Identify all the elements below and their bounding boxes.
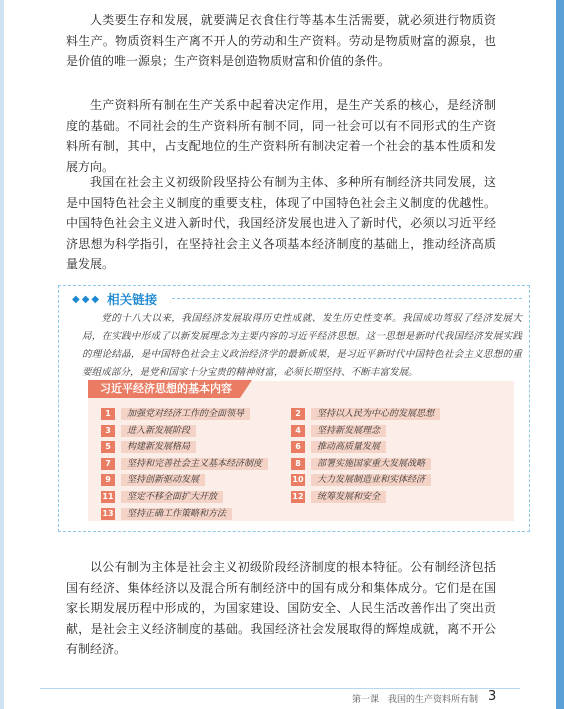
footer-divider (40, 688, 520, 689)
thought-item-10 (291, 473, 431, 487)
thought-item-8 (291, 457, 431, 471)
item-label: 大力发展制造业和实体经济 (311, 474, 431, 486)
thought-item-12 (291, 490, 386, 504)
body-paragraph-2 (66, 95, 496, 177)
item-label: 推动高质量发展 (311, 441, 386, 453)
paragraph-text: 以公有制为主体是社会主义初级阶段经济制度的根本特征。公有制经济包括国有经济、集体经济以及混合所有制经济中的国有成分和集体成分。它们是在国家长期发展历程中形成的，为国家建设、国防安全、人民生活改善作出了突出贡献，是社会主义经济制度的基础。我国经济社会发展取得的辉煌成就，离不开公有制经济。 (66, 560, 496, 656)
page-edge-left (0, 0, 4, 709)
item-label: 坚定不移全面扩大开放 (121, 491, 223, 503)
thought-content-title: 习近平经济思想的基本内容 (88, 380, 240, 398)
thought-item-2 (291, 407, 440, 421)
item-number-badge: 11 (102, 492, 114, 501)
related-link-header (72, 290, 157, 308)
thought-item-1 (101, 407, 250, 421)
related-paragraph: 党的十八大以来，我国经济发展取得历史性成就、发生历史性变革。我国成功驾驭了经济发展大局，在实践中形成了以新发展理念为主要内容的习近平经济思想。这一思想是新时代我国经济发展实践的理论结晶，是中国特色社会主义政治经济学的最新成果，是习近平新时代中国特色社会主义思想的重要组成部分，是党和国家十分宝贵的精神财富，必须长期坚持、不断丰富发展。 (82, 313, 522, 378)
thought-item-11 (101, 490, 223, 504)
footer-chapter-label: 第一课 我国的生产资料所有制 (352, 695, 479, 705)
thought-item-7 (101, 457, 268, 471)
item-label: 坚持以人民为中心的发展思想 (311, 408, 440, 420)
item-number-badge: 2 (291, 408, 305, 420)
related-link-divider (172, 298, 522, 299)
thought-item-6 (291, 440, 386, 454)
body-paragraph-3 (66, 172, 496, 275)
item-label: 坚持创新驱动发展 (121, 474, 205, 486)
related-link-title: 相关链接 (107, 292, 158, 307)
item-label: 统筹发展和安全 (311, 491, 386, 503)
item-number-badge: 3 (101, 425, 115, 437)
item-label: 坚持新发展理念 (311, 425, 386, 437)
item-number-badge: 12 (292, 492, 304, 501)
item-label: 加强党对经济工作的全面领导 (121, 408, 250, 420)
item-number-badge: 4 (291, 425, 305, 437)
item-number-badge: 10 (292, 475, 304, 485)
paragraph-text: 我国在社会主义初级阶段坚持公有制为主体、多种所有制经济共同发展，这是中国特色社会主义制度的重要支柱，体现了中国特色社会主义制度的优越性。中国特色社会主义进入新时代，我国经济发展也进入了新时代，必须以习近平经济思想为科学指引，在坚持社会主义各项基本经济制度的基础上，推动经济高质量发展。 (66, 175, 496, 271)
item-label: 进入新发展阶段 (121, 425, 196, 437)
item-number-badge: 6 (291, 441, 305, 453)
item-label: 坚持和完善社会主义基本经济制度 (121, 458, 268, 470)
item-number-badge: 7 (101, 458, 115, 470)
body-paragraph-1 (66, 10, 496, 72)
item-number-badge: 8 (291, 458, 305, 470)
item-number-badge: 5 (101, 441, 115, 453)
item-label: 构建新发展格局 (121, 441, 196, 453)
thought-item-13 (101, 507, 232, 521)
item-label: 坚持正确工作策略和方法 (121, 508, 232, 520)
paragraph-text: 人类要生存和发展，就要满足衣食住行等基本生活需要，就必须进行物质资料生产。物质资料生产离不开人的劳动和生产资料。劳动是物质财富的源泉，也是价值的唯一源泉；生产资料是创造物质财富和价值的条件。 (66, 13, 496, 68)
item-number-badge: 13 (102, 508, 114, 518)
thought-item-4 (291, 424, 386, 438)
item-label: 部署实施国家重大发展战略 (311, 458, 431, 470)
item-number-badge: 1 (101, 408, 115, 420)
body-paragraph-4 (66, 557, 496, 660)
thought-item-9 (101, 473, 205, 487)
thought-item-3 (101, 424, 196, 438)
diamond-icon: ◆◆◆ (72, 293, 102, 305)
item-number-badge: 9 (101, 474, 115, 486)
related-link-text (82, 310, 522, 382)
thought-item-5 (101, 440, 196, 454)
thought-title-tail (240, 380, 252, 398)
paragraph-text: 生产资料所有制在生产关系中起着决定作用，是生产关系的核心，是经济制度的基础。不同社会的生产资料所有制不同，同一社会可以有不同形式的生产资料所有制，其中，占支配地位的生产资料所有制决定着一个社会的基本性质和发展方向。 (66, 98, 496, 174)
page-number: 3 (488, 689, 497, 704)
page-edge-right (556, 0, 564, 709)
